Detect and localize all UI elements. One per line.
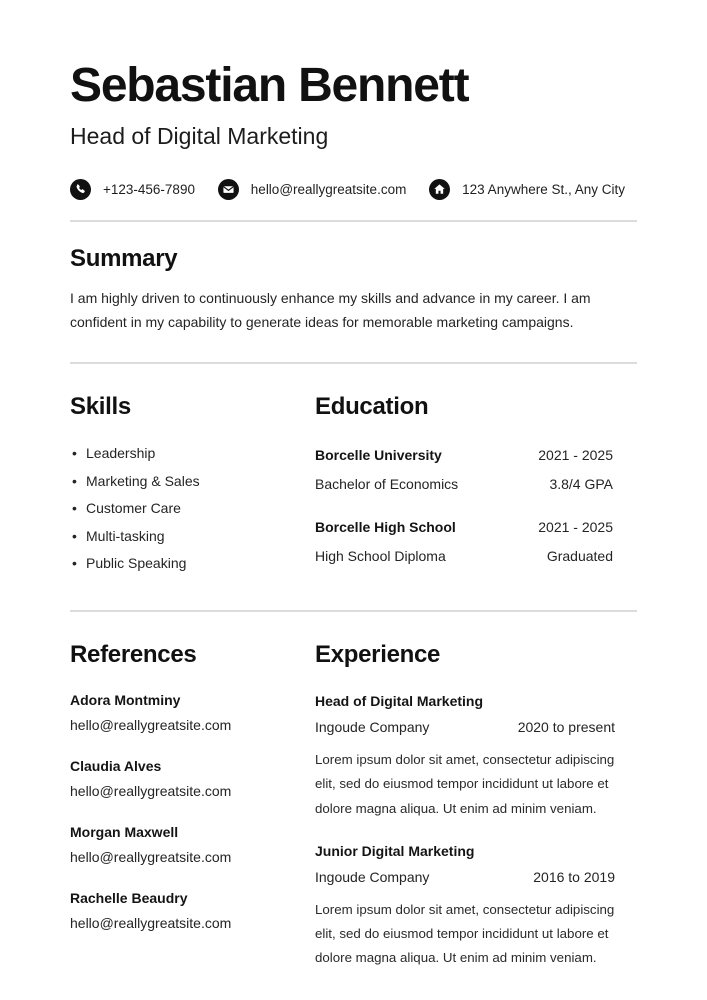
- phone-number: +123-456-7890: [103, 181, 195, 197]
- street-address: 123 Anywhere St., Any City: [462, 181, 625, 197]
- job-description: Lorem ipsum dolor sit amet, consectetur adipiscing elit, sed do eiusmod tempor incididunt ut labore et dolore magna aliqua. Ut enim ad minim veniam.: [315, 751, 615, 816]
- skills-column: [70, 393, 315, 585]
- summary-text: I am highly driven to continuously enhance my skills and advance in my career. I am confident in my capability to generate ideas for memorable marketing campaigns.: [70, 289, 591, 331]
- experience-heading: Experience: [315, 640, 441, 668]
- job-dates: 2020 to present: [517, 718, 615, 735]
- reference-name: Adora Montminy: [70, 691, 181, 708]
- contact-row: [70, 179, 637, 200]
- reference-entry: [70, 754, 315, 804]
- email-icon: [218, 179, 239, 200]
- job-meta-row: [315, 714, 637, 741]
- skill-item: • Leadership: [70, 440, 315, 468]
- home-icon: [429, 179, 450, 200]
- email-address: hello@reallygreatsite.com: [250, 181, 407, 197]
- reference-name: Rachelle Beaudry: [70, 889, 188, 906]
- divider-mid-2: [70, 610, 637, 612]
- divider-top: [70, 220, 637, 222]
- company-name: Ingoude Company: [315, 868, 430, 885]
- education-column: [315, 393, 637, 585]
- references-experience-section: [70, 641, 637, 988]
- education-row: [315, 441, 637, 471]
- skills-list: [70, 440, 315, 578]
- reference-name: Claudia Alves: [70, 757, 162, 774]
- experience-entry: [315, 838, 637, 971]
- summary-heading: Summary: [70, 244, 178, 272]
- resume-header: [70, 59, 637, 200]
- contact-phone: [70, 179, 195, 200]
- experience-entries: [315, 688, 637, 971]
- divider-mid-1: [70, 362, 637, 364]
- reference-entry: [70, 886, 315, 936]
- school-dates: 2021 - 2025: [538, 518, 613, 535]
- school-name: Borcelle University: [315, 446, 442, 463]
- degree-detail: Graduated: [546, 548, 613, 565]
- school-dates: 2021 - 2025: [538, 446, 613, 463]
- experience-column: [315, 641, 637, 988]
- school-name: Borcelle High School: [315, 518, 456, 535]
- skill-item: • Customer Care: [70, 495, 315, 523]
- education-row: [315, 470, 637, 500]
- degree-detail: 3.8/4 GPA: [549, 476, 613, 493]
- job-description: Lorem ipsum dolor sit amet, consectetur adipiscing elit, sed do eiusmod tempor incididunt ut labore et dolore magna aliqua. Ut enim ad minim veniam.: [315, 901, 615, 966]
- job-role: Junior Digital Marketing: [315, 842, 475, 859]
- skills-education-section: [70, 393, 637, 585]
- skill-item: • Multi-tasking: [70, 523, 315, 551]
- skill-item: • Marketing & Sales: [70, 468, 315, 496]
- reference-name: Morgan Maxwell: [70, 823, 179, 840]
- contact-address: [429, 179, 625, 200]
- reference-entries: [70, 688, 315, 936]
- degree-name: Bachelor of Economics: [315, 476, 459, 493]
- education-row: [315, 513, 637, 543]
- summary-section: [70, 245, 637, 335]
- education-heading: Education: [315, 392, 429, 420]
- reference-email: hello@reallygreatsite.com: [70, 914, 232, 931]
- skill-item: • Public Speaking: [70, 550, 315, 578]
- reference-email: hello@reallygreatsite.com: [70, 848, 232, 865]
- job-dates: 2016 to 2019: [533, 868, 615, 885]
- references-heading: References: [70, 640, 197, 668]
- reference-email: hello@reallygreatsite.com: [70, 782, 232, 799]
- person-job-title: Head of Digital Marketing: [70, 122, 329, 149]
- education-entry: [315, 513, 637, 572]
- skills-heading: Skills: [70, 392, 131, 420]
- degree-name: High School Diploma: [315, 548, 446, 565]
- education-entries: [315, 441, 637, 572]
- person-name: Sebastian Bennett: [70, 59, 469, 112]
- reference-entry: [70, 820, 315, 870]
- education-entry: [315, 441, 637, 500]
- job-meta-row: [315, 864, 637, 891]
- reference-email: hello@reallygreatsite.com: [70, 716, 232, 733]
- company-name: Ingoude Company: [315, 718, 430, 735]
- education-row: [315, 542, 637, 572]
- reference-entry: [70, 688, 315, 738]
- references-column: [70, 641, 315, 988]
- phone-icon: [70, 179, 91, 200]
- experience-entry: [315, 688, 637, 821]
- job-role: Head of Digital Marketing: [315, 692, 484, 709]
- contact-email: [218, 179, 407, 200]
